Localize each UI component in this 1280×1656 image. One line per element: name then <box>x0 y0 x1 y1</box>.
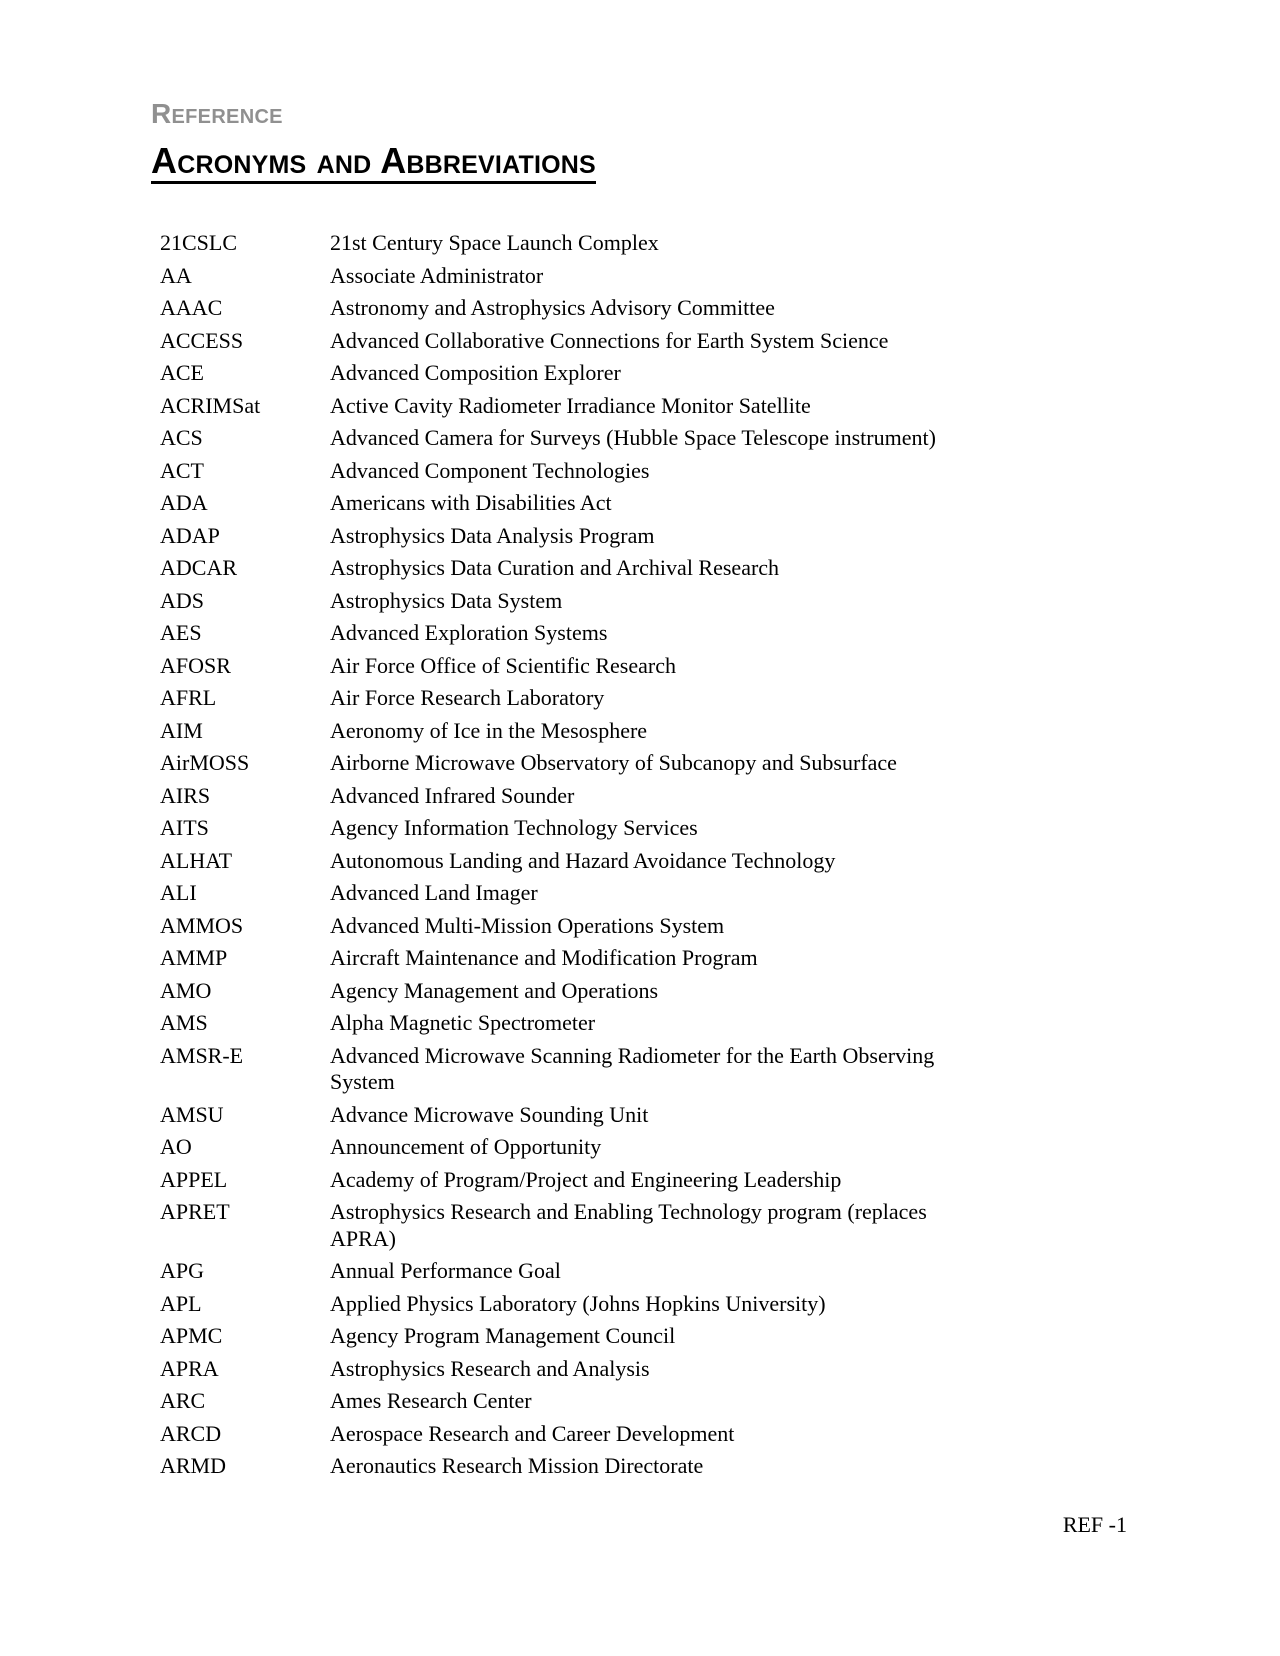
acronym-term: ADAP <box>160 522 220 548</box>
acronym-row <box>160 263 980 290</box>
acronym-term: APRET <box>160 1199 230 1224</box>
acronym-term: AMO <box>160 977 212 1003</box>
acronym-row <box>160 1323 980 1350</box>
acronym-term: ACCESS <box>160 327 244 353</box>
acronym-term: AITS <box>160 815 209 840</box>
acronym-row <box>160 295 980 322</box>
acronym-definition: Astrophysics Research and Enabling Technology program (replaces APRA) <box>330 1199 927 1251</box>
acronym-term: AMSR-E <box>160 1042 244 1068</box>
acronym-definition: Advanced Microwave Scanning Radiometer for the Earth Observing System <box>330 1042 935 1094</box>
acronym-row <box>160 1010 980 1037</box>
acronym-definition: Advanced Infrared Sounder <box>330 782 575 808</box>
acronym-term: AMSU <box>160 1101 224 1127</box>
acronym-definition: Americans with Disabilities Act <box>330 490 612 515</box>
acronym-row <box>160 230 980 257</box>
acronym-definition: Active Cavity Radiometer Irradiance Monitor Satellite <box>330 392 811 418</box>
acronym-definition: Air Force Research Laboratory <box>330 685 605 710</box>
acronym-term: AirMOSS <box>160 750 250 775</box>
acronym-definition: Annual Performance Goal <box>330 1258 561 1283</box>
acronym-term: APG <box>160 1258 205 1283</box>
acronym-row <box>160 978 980 1005</box>
acronym-row <box>160 1291 980 1318</box>
acronym-row <box>160 913 980 940</box>
acronym-term: AMS <box>160 1010 208 1035</box>
acronym-definition: Associate Administrator <box>330 262 544 288</box>
acronym-row <box>160 1199 980 1252</box>
acronym-term: ARC <box>160 1388 206 1413</box>
acronym-term: ARCD <box>160 1420 222 1446</box>
acronym-term: ALI <box>160 880 197 905</box>
acronym-definition: Agency Information Technology Services <box>330 815 698 840</box>
acronym-term: AO <box>160 1134 192 1159</box>
acronym-definition: Advanced Exploration Systems <box>330 620 608 645</box>
acronym-row <box>160 328 980 355</box>
acronym-definition: Academy of Program/Project and Engineering Leadership <box>330 1166 842 1192</box>
acronym-definition: Advanced Multi-Mission Operations System <box>330 912 725 938</box>
acronym-definition: Advanced Collaborative Connections for Earth System Science <box>330 327 889 353</box>
acronym-row <box>160 1356 980 1383</box>
acronym-definition: Astrophysics Data Analysis Program <box>330 522 655 548</box>
acronym-row <box>160 848 980 875</box>
acronym-term: AES <box>160 620 202 645</box>
acronym-row <box>160 685 980 712</box>
acronym-list <box>160 230 980 1486</box>
acronym-term: AMMP <box>160 945 228 970</box>
acronym-row <box>160 653 980 680</box>
acronym-row <box>160 1134 980 1161</box>
acronym-definition: Advanced Land Imager <box>330 880 538 905</box>
acronym-definition: Agency Management and Operations <box>330 977 659 1003</box>
acronym-row <box>160 458 980 485</box>
acronym-term: AIRS <box>160 782 211 808</box>
acronym-term: ACS <box>160 425 203 450</box>
acronym-definition: Aeronautics Research Mission Directorate <box>330 1453 704 1478</box>
acronym-row <box>160 620 980 647</box>
acronym-row <box>160 1258 980 1285</box>
acronym-term: ARMD <box>160 1453 227 1478</box>
acronym-term: APPEL <box>160 1166 228 1192</box>
acronym-definition: Aircraft Maintenance and Modification Program <box>330 945 758 970</box>
acronym-row <box>160 880 980 907</box>
acronym-term: ACE <box>160 360 204 385</box>
acronym-row <box>160 1388 980 1415</box>
acronym-row <box>160 1043 980 1096</box>
acronym-definition: Advanced Composition Explorer <box>330 360 621 385</box>
acronym-row <box>160 750 980 777</box>
acronym-definition: Advanced Component Technologies <box>330 457 650 483</box>
acronym-term: ADS <box>160 587 205 613</box>
acronym-row <box>160 490 980 517</box>
acronym-definition: Aeronomy of Ice in the Mesosphere <box>330 717 648 743</box>
acronym-definition: Applied Physics Laboratory (Johns Hopkins University) <box>330 1290 826 1316</box>
acronym-definition: Advanced Camera for Surveys (Hubble Space Telescope instrument) <box>330 425 936 450</box>
acronym-definition: Autonomous Landing and Hazard Avoidance Technology <box>330 847 836 873</box>
page-title: Acronyms and Abbreviations <box>151 143 596 184</box>
acronym-term: APL <box>160 1290 202 1316</box>
acronym-definition: Astronomy and Astrophysics Advisory Committee <box>330 295 775 320</box>
acronym-row <box>160 718 980 745</box>
acronym-definition: Announcement of Opportunity <box>330 1134 602 1159</box>
acronym-definition: Airborne Microwave Observatory of Subcanopy and Subsurface <box>330 750 897 775</box>
acronym-row <box>160 1167 980 1194</box>
acronym-definition: Astrophysics Research and Analysis <box>330 1355 650 1381</box>
acronym-term: APRA <box>160 1355 219 1381</box>
acronym-definition: Advance Microwave Sounding Unit <box>330 1101 649 1127</box>
acronym-term: AIM <box>160 717 203 743</box>
acronym-row <box>160 588 980 615</box>
acronym-term: AFOSR <box>160 652 231 678</box>
acronym-row <box>160 555 980 582</box>
acronym-definition: 21st Century Space Launch Complex <box>330 230 659 255</box>
acronym-term: 21CSLC <box>160 230 238 255</box>
acronym-row <box>160 393 980 420</box>
acronym-term: AAAC <box>160 295 223 320</box>
acronym-row <box>160 425 980 452</box>
page-number: REF -1 <box>1062 1512 1127 1537</box>
acronym-definition: Agency Program Management Council <box>330 1323 676 1348</box>
acronym-term: AMMOS <box>160 912 244 938</box>
acronym-definition: Aerospace Research and Career Development <box>330 1420 735 1446</box>
acronym-term: AA <box>160 262 192 288</box>
acronym-row <box>160 1102 980 1129</box>
acronym-row <box>160 815 980 842</box>
section-label: Reference <box>151 98 283 129</box>
acronym-definition: Alpha Magnetic Spectrometer <box>330 1010 596 1035</box>
acronym-definition: Ames Research Center <box>330 1388 532 1413</box>
acronym-term: APMC <box>160 1323 223 1348</box>
acronym-row <box>160 360 980 387</box>
acronym-term: AFRL <box>160 685 217 710</box>
acronym-term: ALHAT <box>160 847 233 873</box>
acronym-row <box>160 783 980 810</box>
acronym-row <box>160 1453 980 1480</box>
acronym-term: ADA <box>160 490 208 515</box>
acronym-definition: Astrophysics Data System <box>330 587 563 613</box>
acronym-term: ADCAR <box>160 555 238 580</box>
acronym-row <box>160 523 980 550</box>
acronym-term: ACT <box>160 457 204 483</box>
acronym-term: ACRIMSat <box>160 392 261 418</box>
acronym-definition: Astrophysics Data Curation and Archival Research <box>330 555 780 580</box>
acronym-row <box>160 945 980 972</box>
acronym-definition: Air Force Office of Scientific Research <box>330 652 676 678</box>
acronym-row <box>160 1421 980 1448</box>
